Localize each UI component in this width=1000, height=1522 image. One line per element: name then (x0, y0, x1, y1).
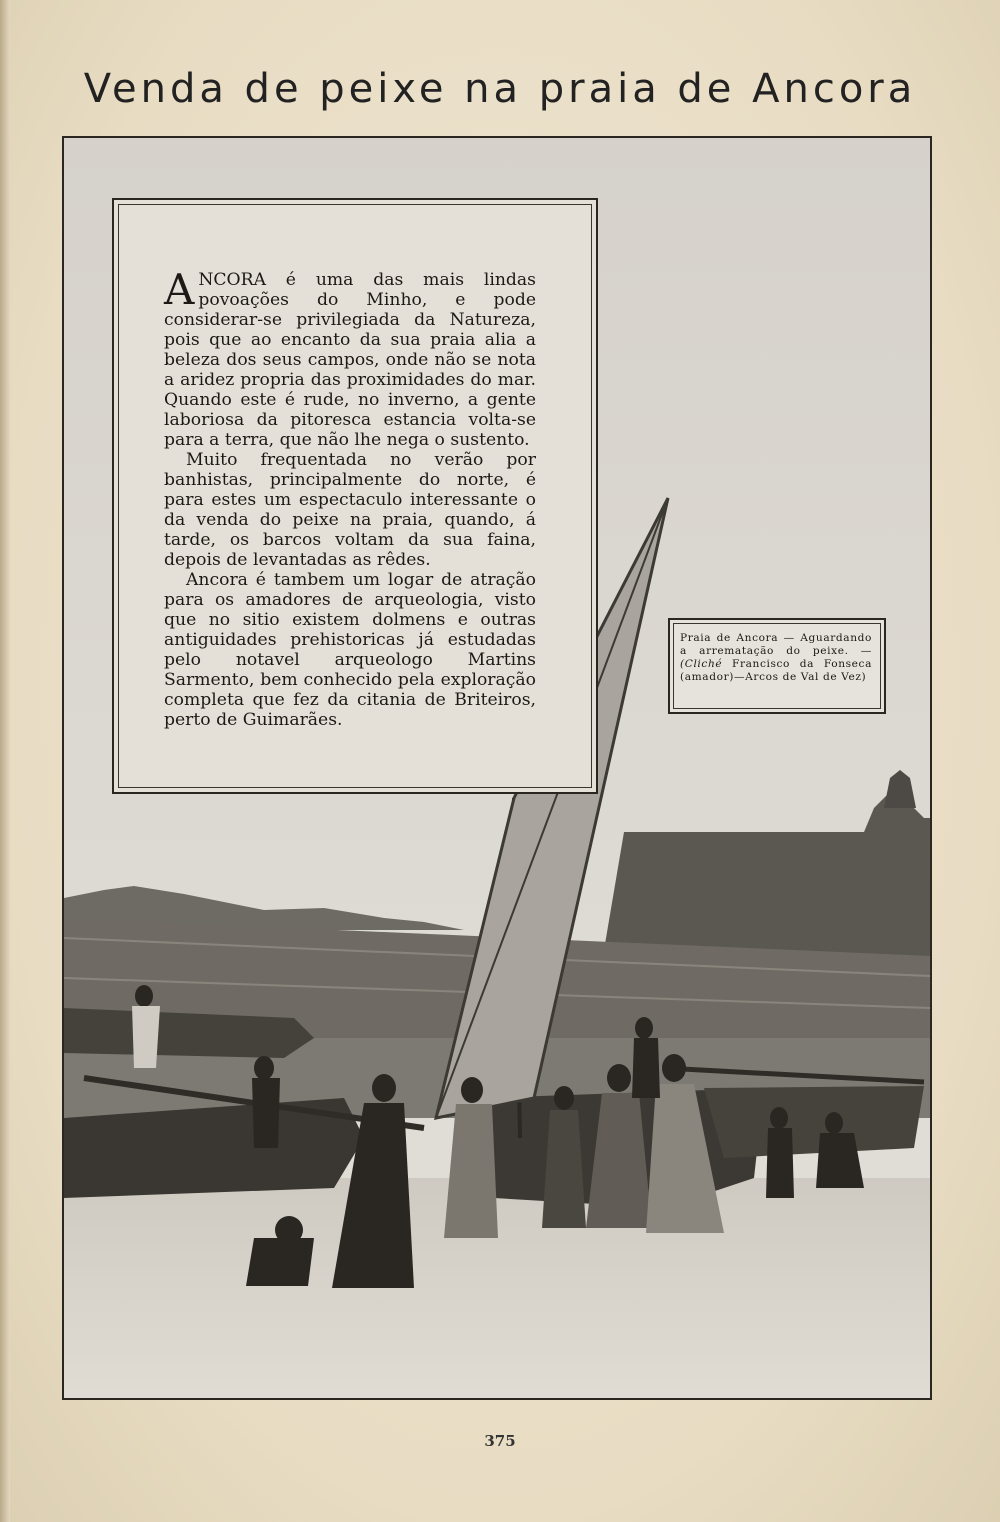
caption-credit: Francisco da Fonseca (amador)—Arcos de Val de Vez) (680, 658, 872, 683)
article-text (164, 265, 536, 730)
page-title: Venda de peixe na praia de Ancora (83, 66, 917, 112)
sand (64, 1178, 930, 1398)
article-paragraph-3: Ancora é tambem um logar de atração para os amadores de arqueologia, visto que no sitio existem dolmens e outras antiguidades prehistoricas já estudadas pelo notavel arqueologo Martins Sarmento, bem conhecido pela exploração completa que fez da citania de Briteiros, perto de Guimarães. (164, 570, 536, 730)
caption-text: Praia de Ancora — Aguardando a arrematação do peixe. — (680, 632, 872, 657)
article-paragraph-2: Muito frequentada no verão por banhistas, principalmente do norte, é para estes um espectaculo interessante o da venda do peixe na praia, quando, á tarde, os barcos voltam da sua faina, depois de levantadas as rêdes. (164, 450, 536, 570)
caption-credit-italic: (Cliché (680, 658, 723, 670)
binding-edge (0, 0, 10, 1522)
drop-cap: A (164, 265, 195, 314)
photo-caption (680, 632, 872, 684)
page-number: 375 (484, 1432, 516, 1450)
article-paragraph-1 (164, 265, 536, 450)
fishing-boat-right (704, 1086, 924, 1158)
article-paragraph-1-text: NCORA é uma das mais lindas povoações do Minho, e pode considerar-se privilegiada da Natureza, pois que ao encanto da sua praia alia a beleza dos seus campos, onde não se nota a aridez propria das proximidades do mar. Quando este é rude, no inverno, a gente laboriosa da pitoresca estancia volta-se para a terra, que não lhe nega o sustento. (164, 270, 536, 450)
